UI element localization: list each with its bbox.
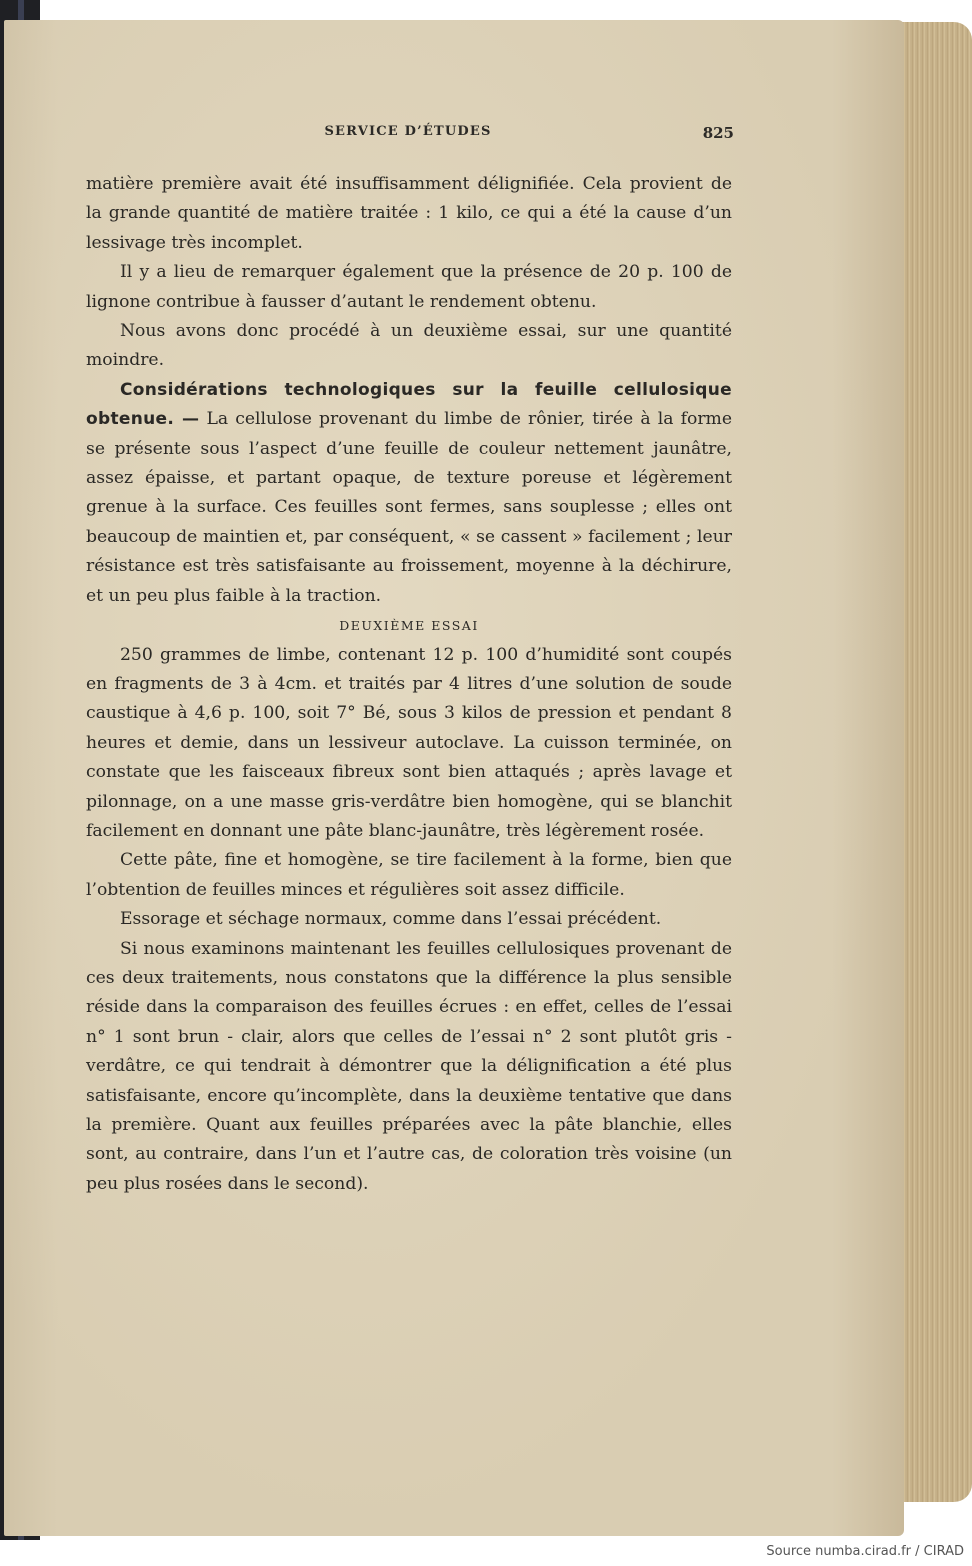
running-title: SERVICE D’ÉTUDES [324,124,492,139]
paragraph-continuation: matière première avait été insuffisamment délignifiée. Cela provient de la grande quantité de matière traitée : 1 kilo, ce qui a été la cause d’un lessivage très incomplet. [86,174,732,253]
paragraph: Essorage et séchage normaux, comme dans l’essai précédent. [120,909,662,930]
paragraph: Cette pâte, fine et homogène, se tire facilement à la forme, bien que l’obtention de feuilles minces et régulières soit assez difficile. [86,850,732,900]
body-text [86,170,732,1199]
paragraph: Il y a lieu de remarquer également que la présence de 20 p. 100 de lignone contribue à fausser d’autant le rendement obtenu. [86,262,732,312]
section-title: DEUXIÈME ESSAI [339,618,479,634]
paragraph-text: La cellulose provenant du limbe de rônier, tirée à la forme se présente sous l’aspect d’une feuille de couleur nettement jaunâtre, assez épaisse, et partant opaque, de texture poreuse et légèrement grenue à la surface. Ces feuilles sont fermes, sans souplesse ; elles ont beaucoup de maintien et, par conséquent, « se cassent » facilement ; leur résistance est très satisfaisante au froissement, moyenne à la déchirure, et un peu plus faible à la traction. [86,409,733,606]
paragraph: Nous avons donc procédé à un deuxième essai, sur une quantité moindre. [86,321,732,371]
running-header [82,124,734,146]
paragraph: Si nous examinons maintenant les feuilles cellulosiques provenant de ces deux traitements, nous constatons que la différence la plus sensible réside dans la comparaison des feuilles écrues : en effet, celles de l’essai n° 1 sont brun - clair, alors que celles de l’essai n° 2 sont plutôt gris - verdâtre, ce qui tendrait à démontrer que la délignification a été plus satisfaisante, encore qu’incomplète, dans la deuxième tentative que dans la première. Quant aux feuilles préparées avec la pâte blanchie, elles sont, au contraire, dans l’un et l’autre cas, de coloration très voisine (un peu plus rosées dans le second). [86,938,732,1194]
inline-heading: Considérations technologiques sur la feuille cellulosique obtenue. — [86,379,732,430]
page-number: 825 [702,124,734,142]
source-credit: Source numba.cirad.fr / CIRAD [766,1544,964,1559]
paragraph: 250 grammes de limbe, contenant 12 p. 100 d’humidité sont coupés en fragments de 3 à 4cm. et traités par 4 litres d’une solution de soude caustique à 4,6 p. 100, soit 7° Bé, sous 3 kilos de pression et pendant 8 heures et demie, dans un lessiveur autoclave. La cuisson terminée, on constate que les faisceaux fibreux sont bien attaqués ; après lavage et pilonnage, on a une masse gris-verdâtre bien homogène, qui se blanchit facilement en donnant une pâte blanc-jaunâtre, très légèrement rosée. [86,644,732,841]
paragraph-technological-considerations [86,376,732,611]
